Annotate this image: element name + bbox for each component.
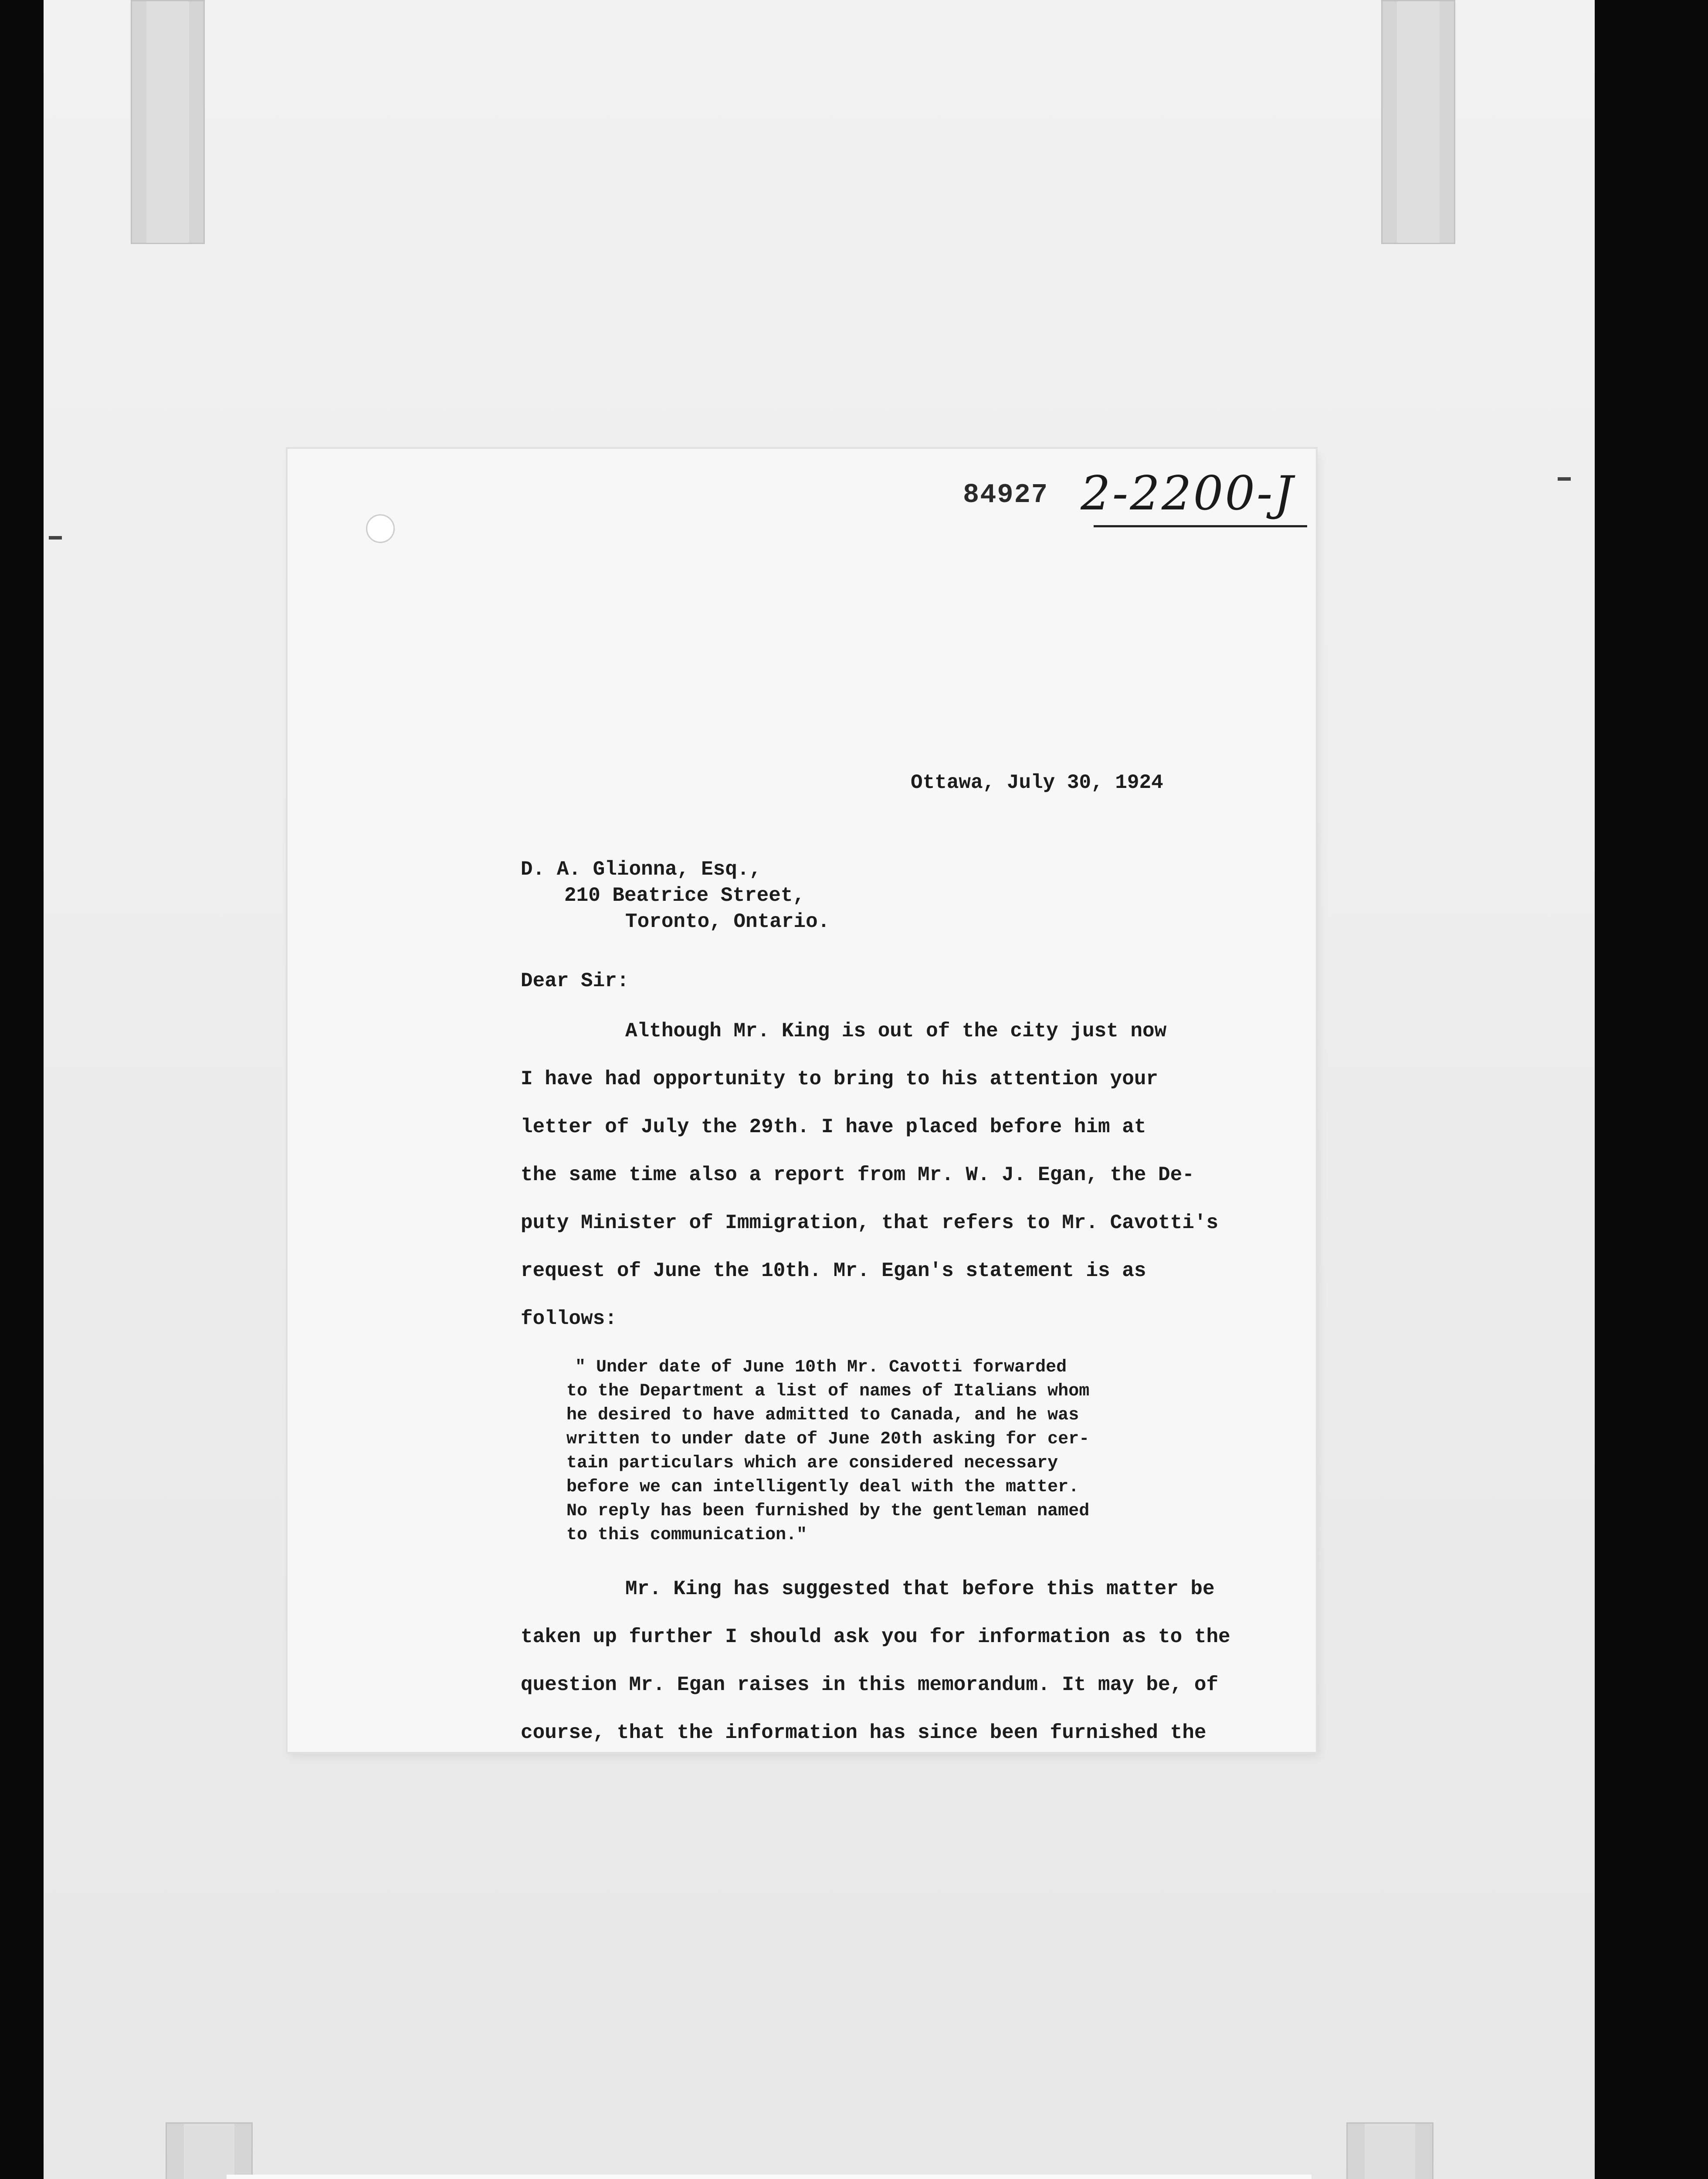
quote-line: " Under date of June 10th Mr. Cavotti forwarded (575, 1358, 1067, 1377)
body-line: request of June the 10th. Mr. Egan's statement is as (521, 1259, 1146, 1282)
tape-top-left (131, 0, 205, 244)
body-line: I have had opportunity to bring to his attention your (521, 1068, 1159, 1090)
archive-label-card (227, 2175, 1312, 2179)
scan-mark (1558, 477, 1571, 481)
letter-page (288, 449, 1316, 1752)
quote-line: before we can intelligently deal with the matter. (566, 1477, 1079, 1497)
body-line: taken up further I should ask you for information as to the (521, 1626, 1230, 1648)
body-line: question Mr. Egan raises in this memorandum. It may be, of (521, 1673, 1219, 1696)
tape-bottom-left (166, 2122, 253, 2179)
recipient-city: Toronto, Ontario. (625, 910, 830, 933)
body-line: follows: (521, 1307, 617, 1330)
body-line: Although Mr. King is out of the city just now (625, 1020, 1167, 1042)
tape-top-right (1381, 0, 1455, 244)
file-number: 84927 (963, 479, 1049, 510)
body-line: puty Minister of Immigration, that refers to Mr. Cavotti's (521, 1212, 1219, 1234)
salutation: Dear Sir: (521, 970, 629, 992)
letter-dateline: Ottawa, July 30, 1924 (911, 771, 1163, 794)
body-line: Mr. King has suggested that before this matter be (625, 1578, 1215, 1600)
quote-line: No reply has been furnished by the gentleman named (566, 1501, 1090, 1521)
recipient-street: 210 Beatrice Street, (564, 884, 805, 907)
recipient-name: D. A. Glionna, Esq., (521, 858, 762, 881)
tape-bottom-right (1346, 2122, 1434, 2179)
punch-hole (366, 514, 395, 543)
body-line: letter of July the 29th. I have placed before him at (521, 1116, 1146, 1138)
body-line: course, that the information has since been furnished the (521, 1721, 1206, 1744)
quote-line: tain particulars which are considered necessary (566, 1453, 1058, 1473)
film-border-left (0, 0, 44, 2179)
body-line: the same time also a report from Mr. W. J. Egan, the De- (521, 1164, 1194, 1186)
scan-mark (49, 536, 62, 540)
handwritten-file-code: 2-2200-J (1081, 466, 1295, 521)
quote-line: to this communication." (566, 1525, 807, 1545)
quote-line: he desired to have admitted to Canada, and he was (566, 1405, 1079, 1425)
handwritten-underline (1094, 525, 1307, 527)
film-border-right (1595, 0, 1708, 2179)
quote-line: to the Department a list of names of Italians whom (566, 1381, 1090, 1401)
quote-line: written to under date of June 20th asking for cer- (566, 1429, 1090, 1449)
